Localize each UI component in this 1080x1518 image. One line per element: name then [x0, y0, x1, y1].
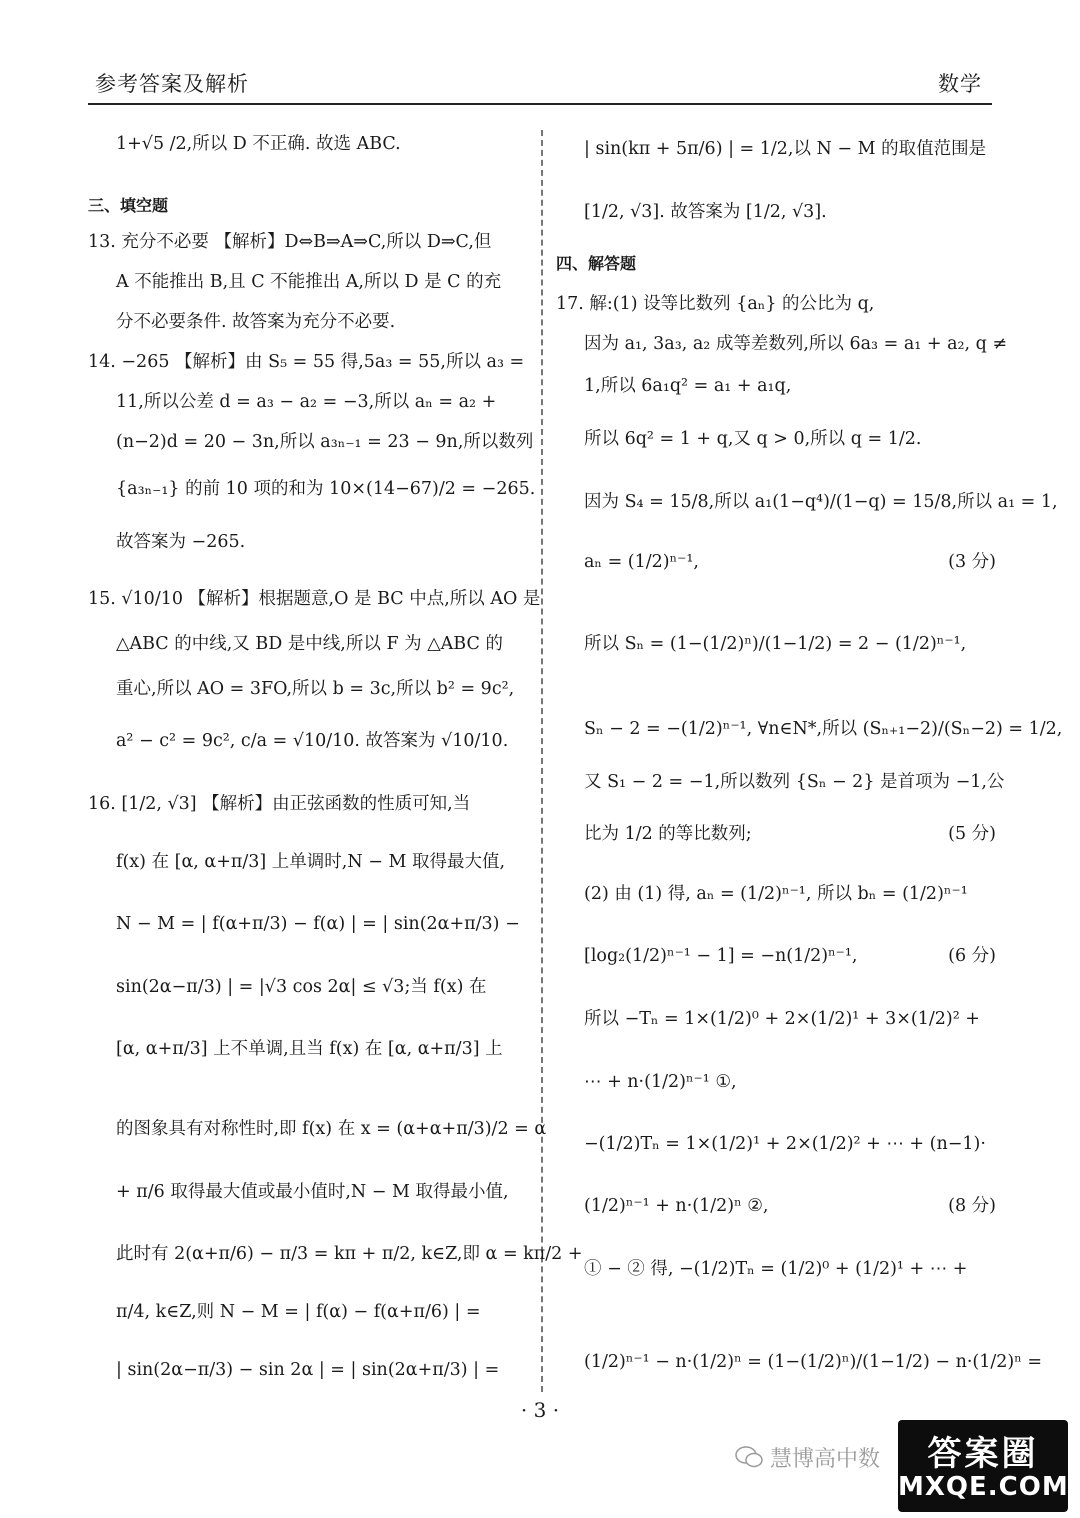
- text-line: ⋯ + n·(1/2)ⁿ⁻¹ ①,: [584, 1072, 737, 1092]
- text-line: (1/2)ⁿ⁻¹ + n·(1/2)ⁿ ②,: [584, 1196, 769, 1216]
- text-line: 15. √10/10 【解析】根据题意,O 是 BC 中点,所以 AO 是: [88, 589, 541, 609]
- score-label: (5 分): [948, 824, 996, 844]
- text-line: 13. 充分不必要 【解析】D⇔B⇒A⇒C,所以 D⇒C,但: [88, 232, 492, 252]
- text-line: [1/2, √3]. 故答案为 [1/2, √3].: [584, 202, 827, 222]
- section-heading: 四、解答题: [556, 254, 637, 273]
- watermark-account: 慧博高中数: [770, 1447, 881, 1472]
- watermark-logo-url: MXQE.COM: [898, 1472, 1069, 1502]
- text-line: 重心,所以 AO = 3FO,所以 b = 3c,所以 b² = 9c²,: [116, 679, 515, 699]
- text-line: 11,所以公差 d = a₃ − a₂ = −3,所以 aₙ = a₂ +: [116, 392, 497, 412]
- text-line: 的图象具有对称性时,即 f(x) 在 x = (α+α+π/3)/2 = α: [116, 1119, 547, 1139]
- watermark-logo: [898, 1420, 1068, 1512]
- text-line: (1/2)ⁿ⁻¹ − n·(1/2)ⁿ = (1−(1/2)ⁿ)/(1−1/2) − n·(1/2)ⁿ =: [584, 1352, 1043, 1372]
- text-line: 因为 S₄ = 15/8,所以 a₁(1−q⁴)/(1−q) = 15/8,所以 a₁ = 1,: [584, 492, 1058, 512]
- text-line: 因为 a₁, 3a₃, a₂ 成等差数列,所以 6a₃ = a₁ + a₂, q ≠: [584, 334, 1008, 354]
- text-line: ① − ② 得, −(1/2)Tₙ = (1/2)⁰ + (1/2)¹ + ⋯ +: [584, 1259, 968, 1279]
- score-label: (8 分): [948, 1196, 996, 1216]
- score-label: (3 分): [948, 552, 996, 572]
- text-line: | sin(kπ + 5π/6) | = 1/2,以 N − M 的取值范围是: [584, 139, 987, 159]
- text-line: −(1/2)Tₙ = 1×(1/2)¹ + 2×(1/2)² + ⋯ + (n−1)·: [584, 1134, 986, 1154]
- text-line: π/4, k∈Z,则 N − M = | f(α) − f(α+π/6) | =: [116, 1302, 481, 1322]
- text-line: △ABC 的中线,又 BD 是中线,所以 F 为 △ABC 的: [116, 634, 503, 654]
- text-line: 所以 6q² = 1 + q,又 q > 0,所以 q = 1/2.: [584, 429, 922, 449]
- wechat-icon: [735, 1446, 763, 1468]
- text-line: 所以 −Tₙ = 1×(1/2)⁰ + 2×(1/2)¹ + 3×(1/2)² +: [584, 1009, 980, 1029]
- text-line: 1,所以 6a₁q² = a₁ + a₁q,: [584, 376, 792, 396]
- text-line: + π/6 取得最大值或最小值时,N − M 取得最小值,: [116, 1182, 509, 1202]
- text-line: 分不必要条件. 故答案为充分不必要.: [116, 312, 396, 332]
- text-line: 16. [1/2, √3] 【解析】由正弦函数的性质可知,当: [88, 794, 471, 814]
- text-line: 比为 1/2 的等比数列;: [584, 824, 752, 844]
- text-line: 所以 Sₙ = (1−(1/2)ⁿ)/(1−1/2) = 2 − (1/2)ⁿ⁻¹,: [584, 634, 967, 654]
- text-line: [α, α+π/3] 上不单调,且当 f(x) 在 [α, α+π/3] 上: [116, 1039, 503, 1059]
- text-line: A 不能推出 B,且 C 不能推出 A,所以 D 是 C 的充: [116, 272, 502, 292]
- text-line: sin(2α−π/3) | = |√3 cos 2α| ≤ √3;当 f(x) 在: [116, 977, 487, 997]
- text-line: N − M = | f(α+π/3) − f(α) | = | sin(2α+π/3) −: [116, 914, 520, 934]
- column-divider: [541, 130, 543, 1392]
- text-line: aₙ = (1/2)ⁿ⁻¹,: [584, 552, 699, 572]
- text-line: (2) 由 (1) 得, aₙ = (1/2)ⁿ⁻¹, 所以 bₙ = (1/2)ⁿ⁻¹: [584, 884, 968, 904]
- header-rule: [88, 103, 992, 105]
- text-line: 1+√5 /2,所以 D 不正确. 故选 ABC.: [116, 134, 401, 154]
- text-line: Sₙ − 2 = −(1/2)ⁿ⁻¹, ∀n∈N*,所以 (Sₙ₊₁−2)/(Sₙ−2) = 1/2,: [584, 719, 1063, 739]
- text-line: [log₂(1/2)ⁿ⁻¹ − 1] = −n(1/2)ⁿ⁻¹,: [584, 946, 858, 966]
- text-line: f(x) 在 [α, α+π/3] 上单调时,N − M 取得最大值,: [116, 852, 506, 872]
- text-line: {a₃ₙ₋₁} 的前 10 项的和为 10×(14−67)/2 = −265.: [116, 479, 536, 499]
- text-line: 故答案为 −265.: [116, 532, 246, 552]
- text-line: a² − c² = 9c², c/a = √10/10. 故答案为 √10/10.: [116, 731, 509, 751]
- text-line: 又 S₁ − 2 = −1,所以数列 {Sₙ − 2} 是首项为 −1,公: [584, 772, 1005, 792]
- text-line: 17. 解:(1) 设等比数列 {aₙ} 的公比为 q,: [556, 294, 875, 314]
- text-line: (n−2)d = 20 − 3n,所以 a₃ₙ₋₁ = 23 − 9n,所以数列: [116, 432, 534, 452]
- header-title: 参考答案及解析: [95, 72, 249, 96]
- section-heading: 三、填空题: [88, 196, 169, 215]
- score-label: (6 分): [948, 946, 996, 966]
- text-line: 14. −265 【解析】由 S₅ = 55 得,5a₃ = 55,所以 a₃ =: [88, 352, 525, 372]
- text-line: 此时有 2(α+π/6) − π/3 = kπ + π/2, k∈Z,即 α = kπ/2 +: [116, 1244, 583, 1264]
- page-number: · 3 ·: [520, 1398, 560, 1422]
- header-subject: 数学: [938, 72, 982, 96]
- text-line: | sin(2α−π/3) − sin 2α | = | sin(2α+π/3) | =: [116, 1360, 500, 1380]
- watermark-logo-title: 答案圈: [927, 1434, 1039, 1474]
